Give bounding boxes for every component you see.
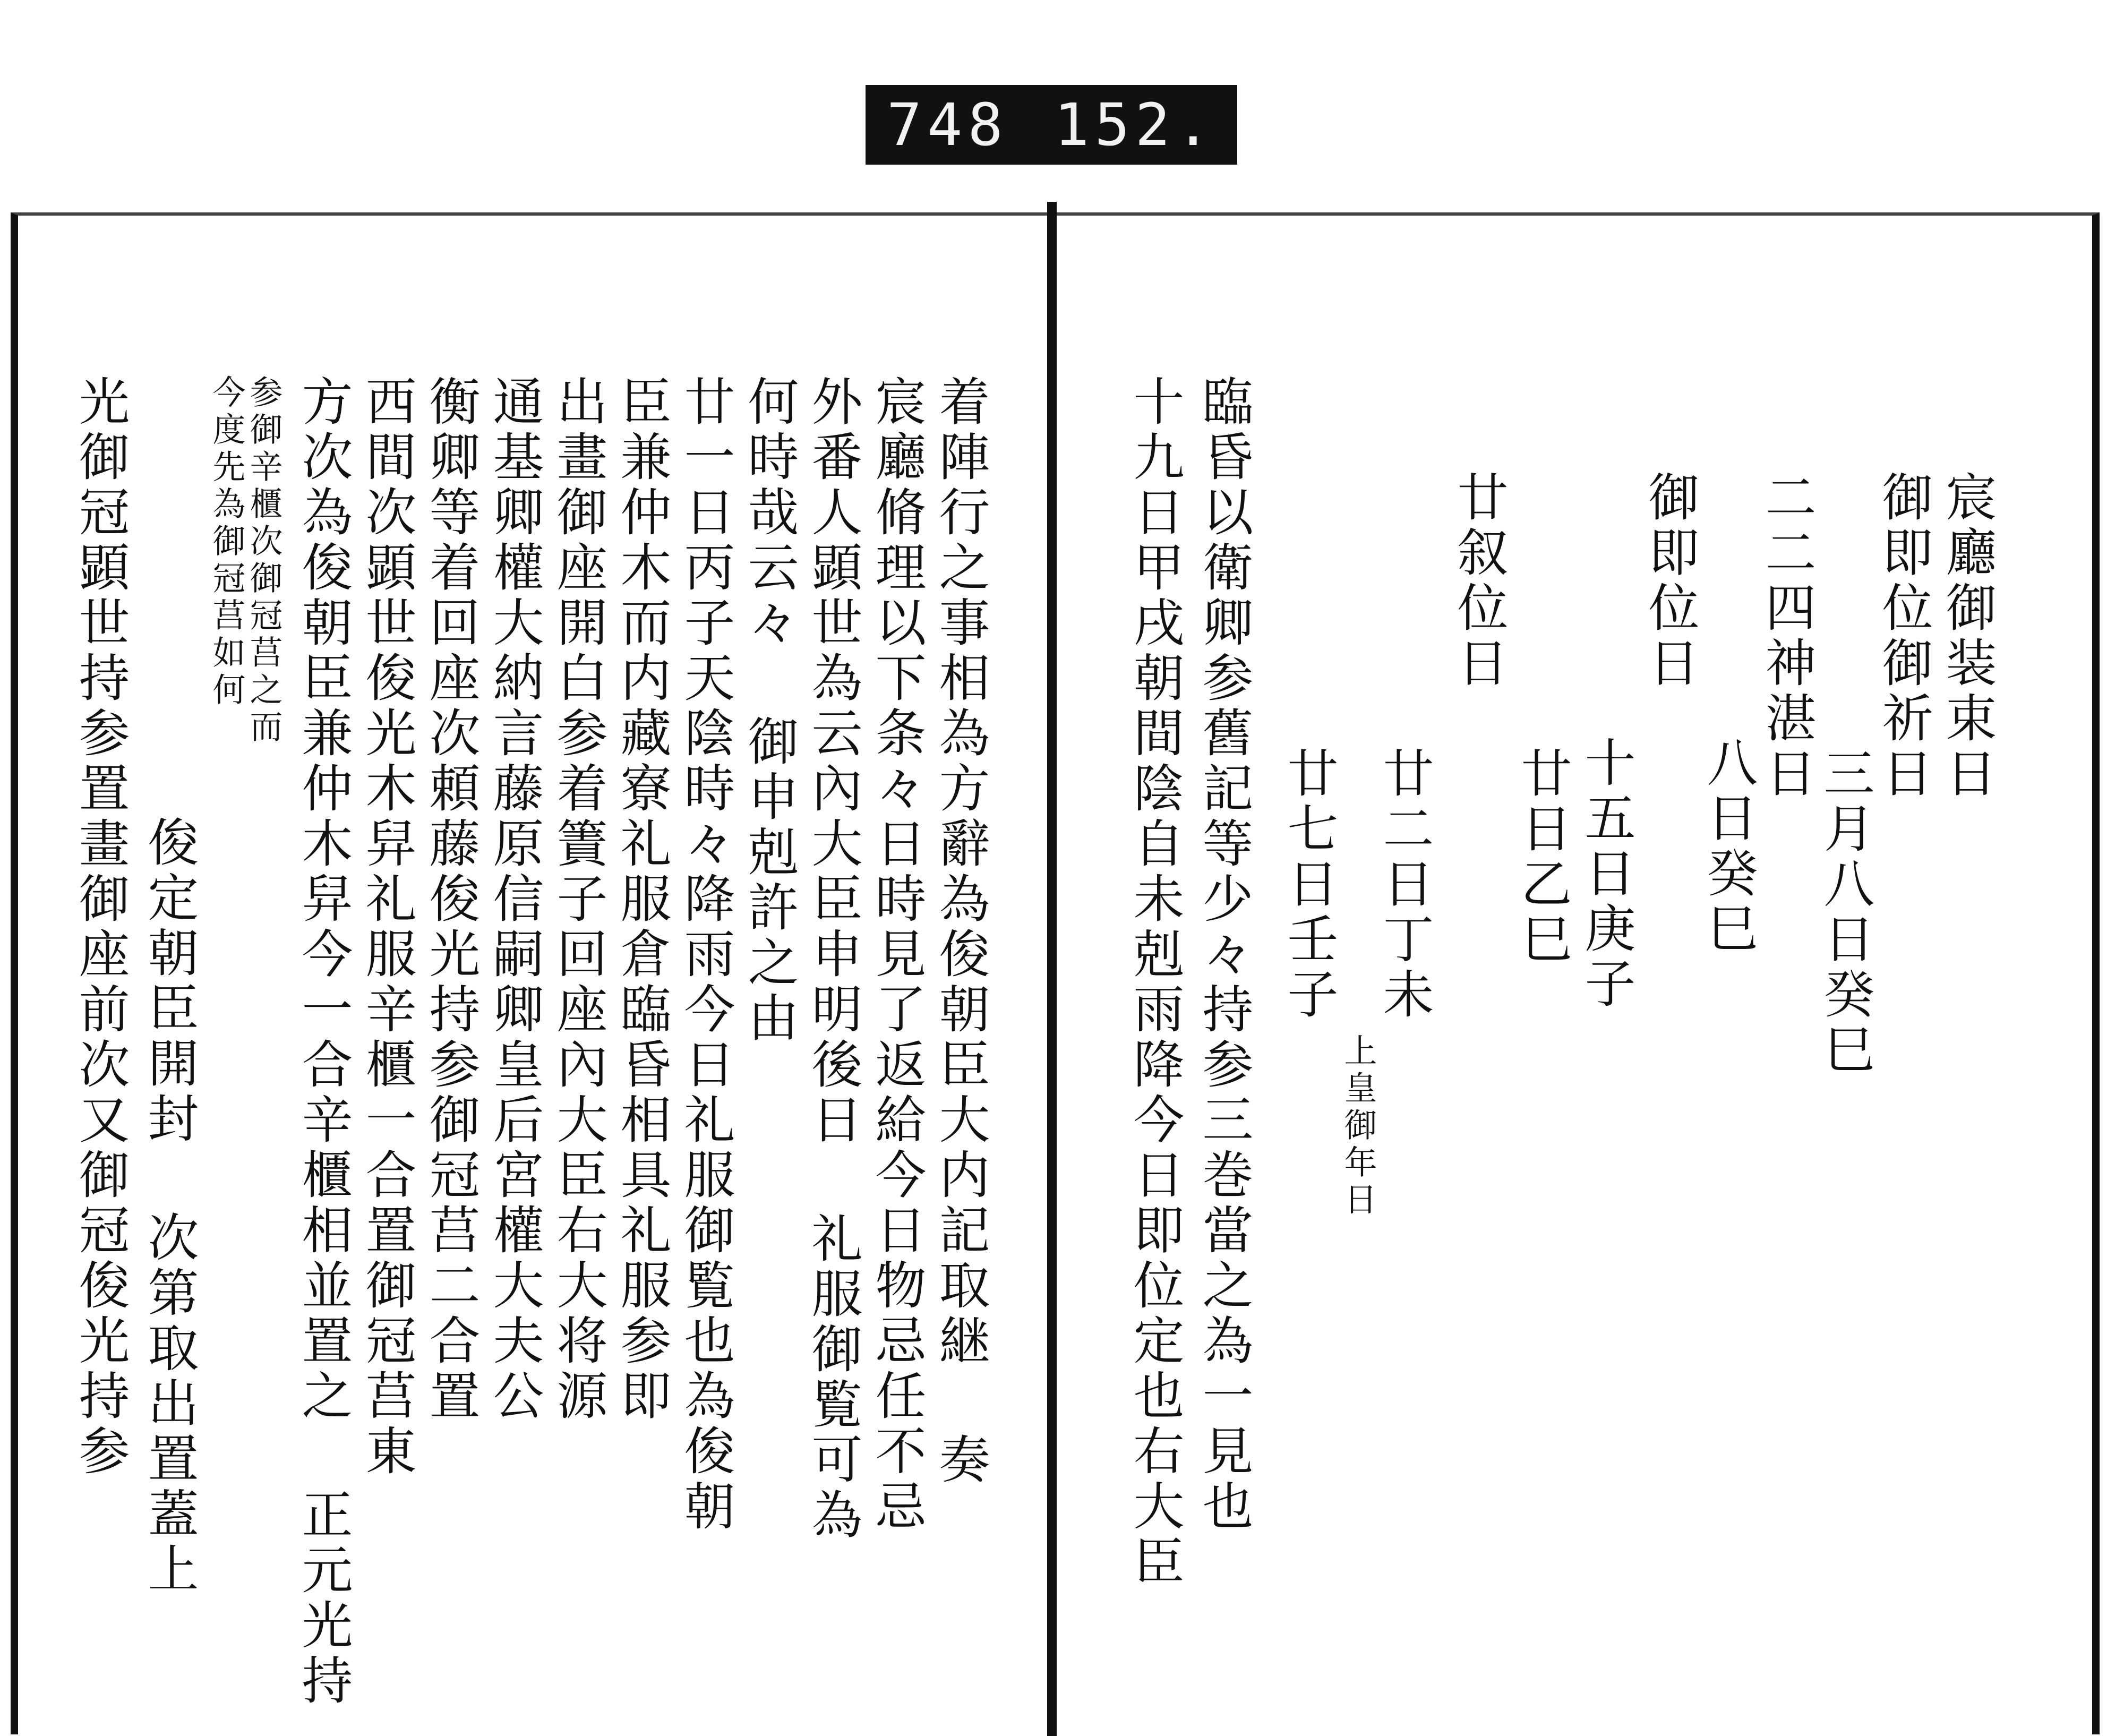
open-book — [0, 202, 2124, 1736]
left-column-6: 臣兼仲木而内藏寮礼服倉臨昏相具礼服参即 — [612, 375, 672, 1424]
left-column-13-note: 今度先為御冠莒如何 — [207, 375, 246, 709]
book-spine — [1047, 202, 1057, 1736]
left-column-14: 俊定朝臣開封 次第取出置蓋上 — [140, 816, 199, 1597]
right-column-10: 廿二日丁未 — [1375, 747, 1434, 1023]
left-column-5: 廿一日丙子天陰時々降雨今日礼服御覧也為俊朝 — [676, 375, 735, 1535]
right-column-6: 御即位日 — [1640, 471, 1700, 691]
label-page-number: 152. — [1054, 91, 1216, 159]
right-column-5: 八日癸巳 — [1699, 736, 1758, 957]
left-column-4: 何時哉云々 御申剋許之由 — [740, 375, 799, 1046]
right-column-13: 臨昏以衛卿参舊記等少々持参三巻當之為一見也 — [1194, 375, 1254, 1535]
right-page — [1057, 212, 2100, 1734]
right-column-2: 御即位御祈日 — [1874, 471, 1933, 802]
left-page — [11, 212, 1059, 1734]
left-column-10: 西間次顕世俊光木舁礼服辛櫃一合置御冠莒東 — [357, 375, 417, 1480]
right-column-8: 廿日乙巳 — [1513, 747, 1572, 968]
left-column-9: 衡卿等着回座次頼藤俊光持参御冠莒二合置 — [421, 375, 481, 1424]
label-volume-number: 748 — [887, 91, 1008, 159]
right-column-9: 廿叙位日 — [1449, 471, 1509, 691]
right-column-12: 廿七日壬子 — [1279, 747, 1339, 1023]
left-column-12-note: 参御辛櫃次御冠莒之而 — [244, 375, 283, 747]
right-column-14: 十九日甲戌朝間陰自未剋雨降今日即位定也右大臣 — [1125, 375, 1185, 1590]
right-column-4: 二二四神湛日 — [1757, 471, 1817, 802]
archive-label — [866, 85, 1237, 165]
right-column-1: 宸廳御装束日 — [1938, 471, 1997, 802]
left-column-7: 出畫御座開白参着簀子回座內大臣右大将源 — [549, 375, 608, 1424]
left-column-8: 通基卿權大納言藤原信嗣卿皇后宮權大夫公 — [485, 375, 544, 1424]
left-column-2: 宸廳脩理以下条々日時見了返給今日物忌任不忌 — [867, 375, 927, 1535]
right-column-11-note: 上皇御年日 — [1339, 1033, 1377, 1219]
left-column-15: 光御冠顕世持参置畫御座前次又御冠俊光持参 — [71, 375, 130, 1480]
left-column-11: 方次為俊朝臣兼仲木舁今一合辛櫃相並置之 正元光持 — [294, 375, 353, 1709]
left-column-3: 外番人顕世為云內大臣申明後日 礼服御覧可為 — [803, 375, 863, 1543]
left-column-1: 着陣行之事相為方辭為俊朝臣大内記取継 奏 — [931, 375, 990, 1488]
right-column-7: 十五日庚子 — [1577, 736, 1636, 1012]
right-column-3: 三月八日癸巳 — [1815, 747, 1875, 1078]
